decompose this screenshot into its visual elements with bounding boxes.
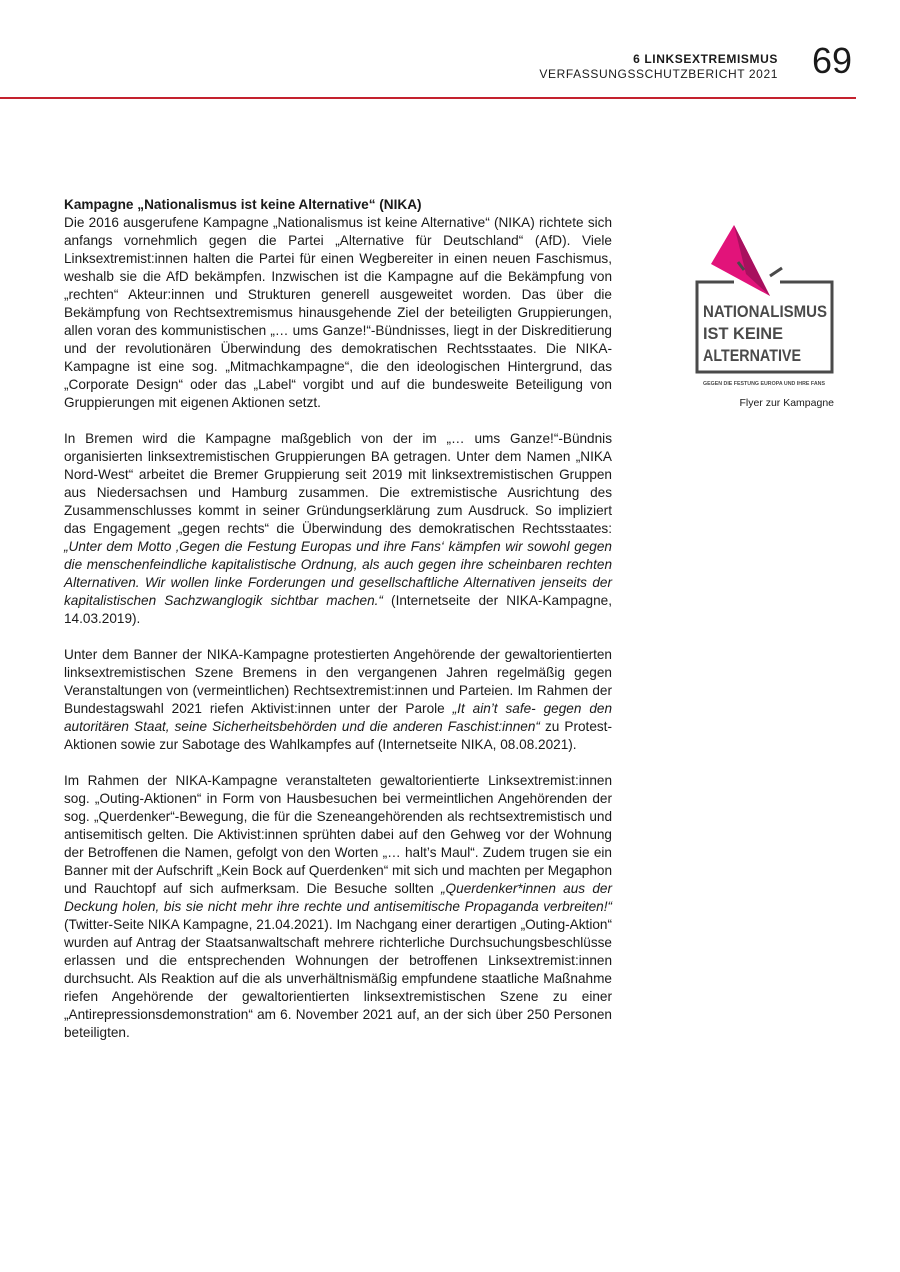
page-header <box>0 0 900 100</box>
paragraph-3-quote: „It ain’t safe- gegen den autoritären Staat, seine Sicherheitsbehörden und die anderen Faschist:innen“ <box>64 701 613 734</box>
logo-line-2: IST KEINE <box>703 324 783 343</box>
paragraph-3-text-a: Unter dem Banner der NIKA-Kampagne protestierten Angehörende der gewaltorientierten linksextremistischen Szene Bremens in den vergangenen Jahren regelmäßig gegen Veranstaltungen von (vermeintlichen) Rechtsextremist:innen und Parteien. Im Rahmen der Bundestagswahl 2021 riefen Aktivist:innen unter der Parole <box>64 647 612 716</box>
paragraph-2-text-b: (Internetseite der NIKA-Kampagne, 14.03.2019). <box>64 593 612 626</box>
paragraph-2-quote: „Unter dem Motto ‚Gegen die Festung Europas und ihre Fans‘ kämpfen wir sowohl gegen die menschenfeindliche kapitalistische Ordnung, als auch gegen ihre scheinbaren rechten Alternativen. Wir wollen linke Forderungen und gesellschaftliche Alternativen jenseits der kapitalistischen Sachzwanglogik sichtbar machen.“ <box>64 539 612 608</box>
main-text <box>64 196 612 1060</box>
logo-line-1: NATIONALISMUS <box>703 302 827 321</box>
paragraph-4-quote: „Querdenker*innen aus der Deckung holen, bis sie nicht mehr ihre rechte und antisemitische Propaganda verbreiten!“ <box>64 881 612 914</box>
spark-line-right <box>770 268 782 276</box>
section-heading: Kampagne „Nationalismus ist keine Alternative“ (NIKA) <box>64 197 422 212</box>
logo-tagline: GEGEN DIE FESTUNG EUROPA UND IHRE FANS <box>703 381 826 387</box>
paragraph-4-text-b: (Twitter-Seite NIKA Kampagne, 21.04.2021). Im Nachgang einer derartigen „Outing-Aktion“ wurden auf Antrag der Staatsanwaltschaft mehrere richterliche Durchsuchungsbeschlüsse erlassen und die entsprechenden Wohnungen der betroffenen Linksextremist:innen durchsucht. Als Reaktion auf die als unverhältnismäßig empfundene staatliche Maßnahme riefen Angehörende der gewaltorientierten linksextremistischen Szene zu einer „Antirepressionsdemonstration“ am 6. November 2021 auf, an der sich über 250 Personen beteiligten. <box>64 917 612 1040</box>
chapter-title: 6 LINKSEXTREMISMUS <box>633 52 778 66</box>
figure-caption: Flyer zur Kampagne <box>739 397 834 409</box>
paragraph-3 <box>64 646 612 754</box>
paragraph-2 <box>64 430 612 628</box>
paragraph-1: Die 2016 ausgerufene Kampagne „Nationalismus ist keine Alternative“ (NIKA) richtete sich anfangs vornehmlich gegen die Partei „Alternative für Deutschland“ (AfD). Viele Linksextremist:innen halten die Partei für einen Wegbereiter in einen neuen Faschismus, weshalb sie die AfD bekämpfen. Inzwischen ist die Kampagne auf die Bekämpfung von „rechten“ Akteur:innen und Strukturen generell ausgeweitet worden. Das über die Bekämpfung von Rechtsextremismus hinausgehende Ziel der beteiligten Gruppierungen, allen voran des kommunistischen „… ums Ganze!“-Bündnisses, liegt in der Diskreditierung und der revolutionären Überwindung des demokratischen Rechtsstaates. Die NIKA-Kampagne ist eine sog. „Mitmachkampagne“, die den ideologischen Hintergrund, das „Corporate Design“ oder das „Label“ vorgibt und auf die bundesweite Beteiligung von Gruppierungen mit eigenen Aktionen setzt. <box>64 215 612 410</box>
page-number: 69 <box>812 40 853 81</box>
logo-line-3: ALTERNATIVE <box>703 346 801 365</box>
paragraph-4 <box>64 772 612 1042</box>
paragraph-2-text-a: In Bremen wird die Kampagne maßgeblich von der im „… ums Ganze!“-Bündnis organisierten linksextremistischen Gruppierungen BA getragen. Unter dem Namen „NIKA Nord-West“ arbeitet die Bremer Gruppierung seit 2019 mit linksextremistischen Gruppen aus Niedersachsen und Hamburg zusammen. Die extremistische Ausrichtung des Zusammenschlusses kommt in seiner Gründungserklärung zum Ausdruck. So impliziert das Engagement „gegen rechts“ die Überwindung des demokratischen Rechtsstaates: <box>64 431 612 536</box>
header-rule <box>0 97 856 99</box>
nika-flyer-logo <box>694 222 836 390</box>
paragraph-3-text-b: zu Protest-Aktionen sowie zur Sabotage des Wahlkampfes auf (Internetseite NIKA, 08.08.2021). <box>64 719 612 752</box>
report-title: VERFASSUNGSSCHUTZBERICHT 2021 <box>539 67 778 81</box>
paragraph-4-text-a: Im Rahmen der NIKA-Kampagne veranstalteten gewaltorientierte Linksextremist:innen sog. „Outing-Aktionen“ in Form von Hausbesuchen bei vermeintlichen Angehörenden der sog. „Querdenker“-Bewegung, die für die Szeneangehörenden als rechtsextremistisch und antisemitisch gelten. Die Aktivist:innen sprühten dabei auf den Gehweg vor der Wohnung der Betroffenen die Namen, gefolgt von den Worten „… halt’s Maul“. Zudem trugen sie ein Banner mit der Aufschrift „Kein Bock auf Querdenken“ mit sich und machten per Megaphon und Rauchtopf auf sich aufmerksam. Die Besuche sollten <box>64 773 612 896</box>
